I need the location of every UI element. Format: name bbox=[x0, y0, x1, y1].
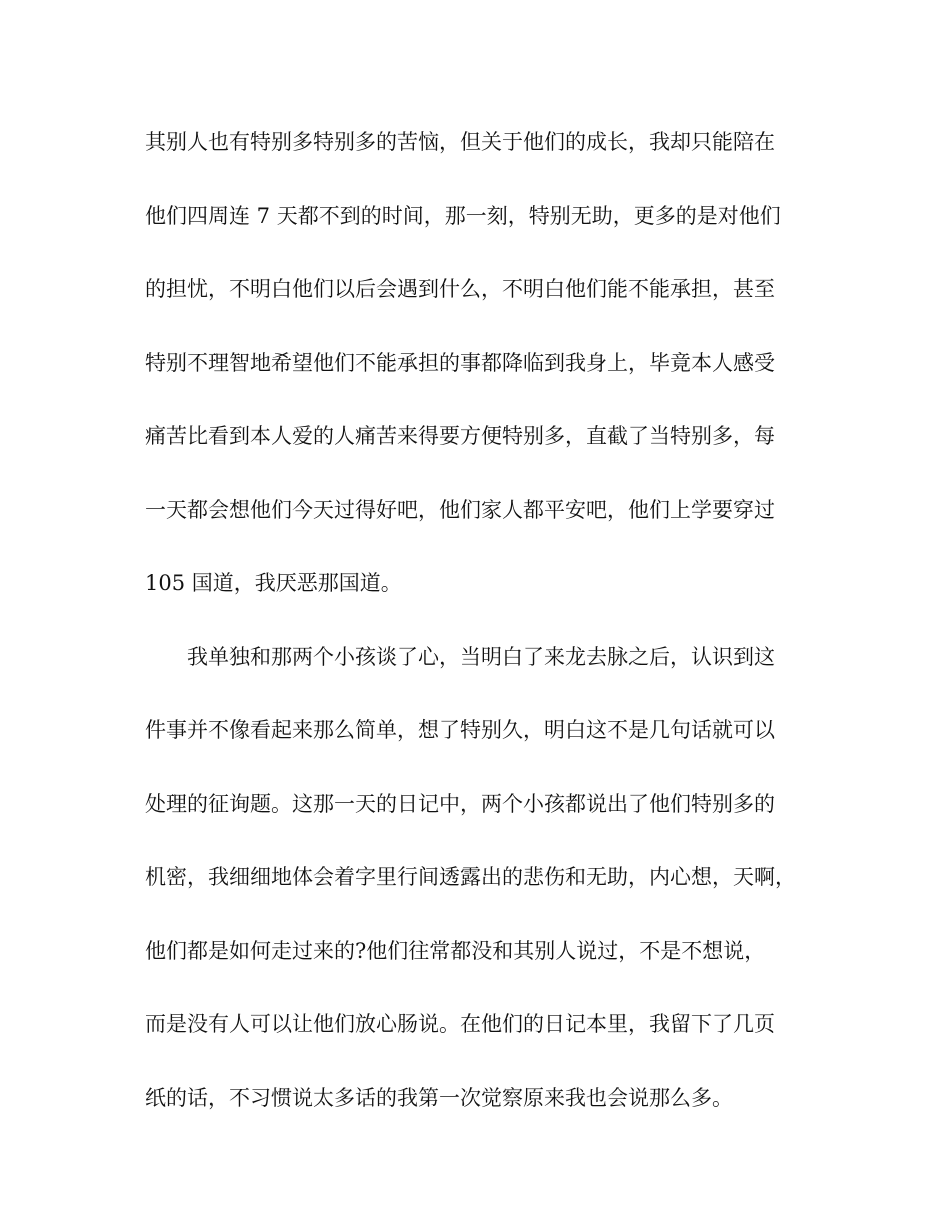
text-line: 而是没有人可以让他们放心肠说。在他们的日记本里，我留下了几页 bbox=[145, 1012, 775, 1036]
text-line: 处理的征询题。这那一天的日记中，两个小孩都说出了他们特别多的 bbox=[145, 791, 775, 816]
text-line: 他们都是如何走过来的?他们往常都没和其别人说过，不是不想说， bbox=[145, 938, 766, 963]
text-line: 件事并不像看起来那么简单，想了特别久，明白这不是几句话就可以 bbox=[145, 718, 775, 742]
text-line: 特别不理智地希望他们不能承担的事都降临到我身上，毕竟本人感受 bbox=[145, 350, 775, 375]
text-line: 的担忧，不明白他们以后会遇到什么，不明白他们能不能承担，甚至 bbox=[145, 277, 775, 301]
text-line: 痛苦比看到本人爱的人痛苦来得要方便特别多，直截了当特别多，每 bbox=[145, 424, 775, 448]
paragraph-first-line: 我单独和那两个小孩谈了心，当明白了来龙去脉之后，认识到这 bbox=[187, 644, 775, 669]
text-line: 机密，我细细地体会着字里行间透露出的悲伤和无助，内心想，天啊， bbox=[145, 865, 796, 889]
text-line: 105 国道，我厌恶那国道。 bbox=[145, 571, 402, 595]
text-line: 纸的话，不习惯说太多话的我第一次觉察原来我也会说那么多。 bbox=[145, 1085, 733, 1110]
text-line: 其别人也有特别多特别多的苦恼，但关于他们的成长，我却只能陪在 bbox=[145, 130, 775, 154]
text-line: 一天都会想他们今天过得好吧，他们家人都平安吧，他们上学要穿过 bbox=[145, 497, 775, 522]
body-text bbox=[145, 122, 815, 1151]
text-line: 他们四周连 7 天都不到的时间，那一刻，特别无助，更多的是对他们 bbox=[145, 203, 781, 228]
